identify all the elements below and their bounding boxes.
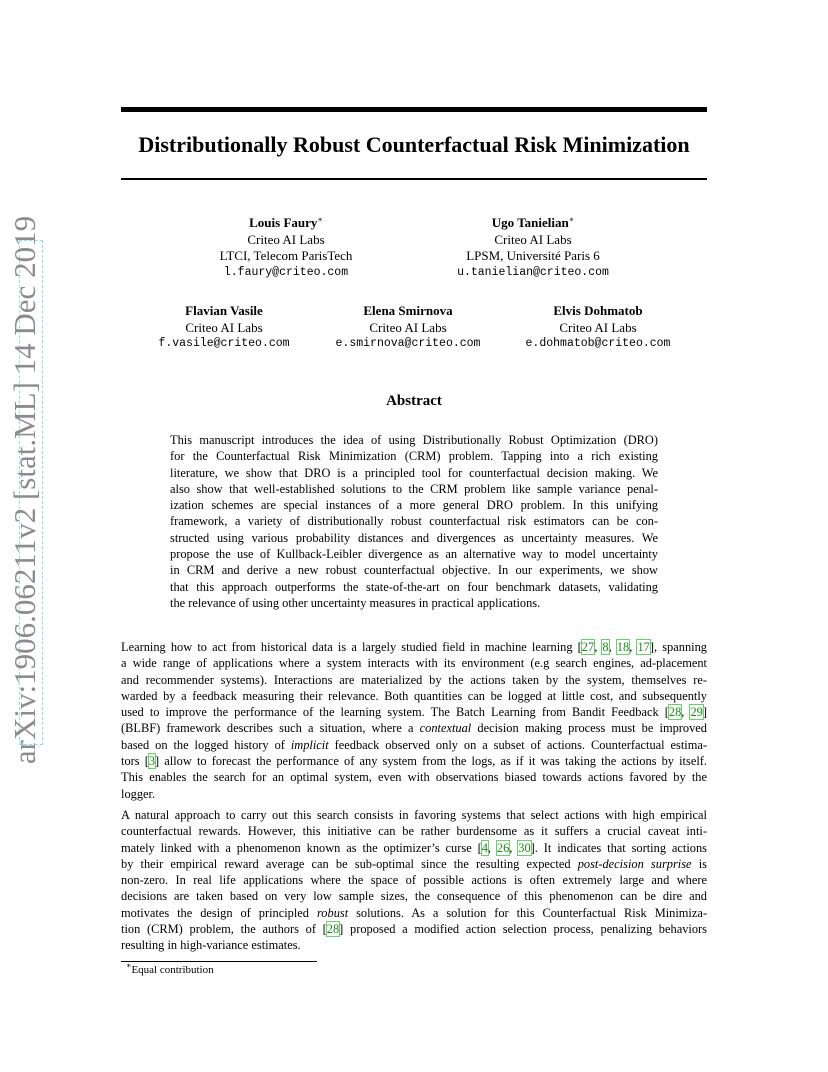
author-affiliation: Criteo AI Labs [559, 319, 637, 335]
body-line: counterfactual rewards. However, this initiative can be rather burdensome as it suffers a crucial caveat inti- [121, 824, 707, 839]
text-run: tors [ [121, 754, 149, 769]
author-email: u.tanielian@criteo.com [457, 265, 609, 279]
body-line: mately linked with a phenomenon known as the optimizer’s curse [4, 26, 30]. It indicates that sorting actions [121, 840, 707, 855]
title-rule-top [121, 107, 707, 112]
author-name: Elvis Dohmatob [553, 303, 643, 318]
author-block-vasile [139, 303, 309, 353]
author-affiliation: Criteo AI Labs [185, 319, 263, 335]
body-line: resulting in high-variance estimates. [121, 938, 301, 953]
text-run: Learning how to act from historical data is a largely studied field in machine learning [ [121, 640, 582, 654]
text-run: ], spanning [649, 640, 707, 654]
text-run: ]. It indicates that sorting actions [530, 840, 707, 855]
abstract-line: for the Counterfactual Risk Minimization (CRM) problem. Tapping into a rich existing [170, 449, 658, 464]
author-affiliation: Criteo AI Labs [247, 231, 325, 247]
text-run: is [691, 856, 707, 871]
author-affiliation: Criteo AI Labs [369, 319, 447, 335]
author-block-smirnova [318, 303, 498, 353]
text-run: tion (CRM) problem, the authors of [ [121, 922, 327, 937]
title-rule-bottom [121, 178, 707, 180]
citation-link[interactable]: 27 [581, 640, 595, 654]
emphasis: contextual [419, 721, 472, 736]
body-paragraph-2 [121, 807, 707, 954]
text-run: feedback observed only on a subset of actions. Counterfactual estima- [328, 737, 707, 752]
text-run: decision making process must be improved [471, 721, 708, 736]
text-run: motivates the design of principled [121, 905, 317, 920]
abstract-line: This manuscript introduces the idea of using Distributionally Robust Optimization (DRO) [170, 433, 658, 447]
emphasis: robust [316, 905, 349, 920]
text-run: used to improve the performance of the learning system. The Batch Learning from Bandit Feedback [ [121, 705, 669, 720]
citation-link[interactable]: 17 [637, 640, 650, 654]
body-line: decisions are taken based on very low sample sizes, the consequence of this phenomenon can be dire and [121, 889, 707, 904]
citation-link[interactable]: 8 [602, 640, 609, 654]
citation-link[interactable]: 30 [518, 840, 531, 855]
abstract-line: literature, we show that DRO is a principled tool for counterfactual decision making. We [170, 465, 658, 480]
abstract-heading: Abstract [386, 393, 442, 409]
body-line: A natural approach to carry out this search consists in favoring systems that select actions with high empirical [121, 808, 707, 822]
text-run: mately linked with a phenomenon known as the optimizer’s curse [ [121, 840, 482, 855]
author-block-faury [196, 215, 376, 281]
footnote-text: Equal contribution [131, 964, 214, 976]
text-run: solutions. As a solution for this Counterfactual Risk Minimiza- [348, 905, 707, 920]
author-block-dohmatob [508, 303, 688, 353]
citation-link[interactable]: 28 [326, 922, 340, 937]
author-affiliation: Criteo AI Labs [494, 231, 572, 247]
citation-link[interactable]: 18 [616, 640, 630, 654]
author-email: l.faury@criteo.com [223, 265, 349, 279]
citation-link[interactable]: 4 [481, 840, 488, 855]
body-line: warded by a feedback measuring their relevance. Both quantities can be logged at little cost, and subsequently [121, 688, 707, 703]
footnote [126, 963, 214, 977]
paper-title: Distributionally Robust Counterfactual Risk Minimization [138, 132, 690, 157]
body-line [121, 856, 707, 872]
footnote-mark: ∗ [126, 961, 132, 970]
body-line [121, 905, 707, 921]
citation-link[interactable]: 3 [148, 754, 156, 769]
emphasis: implicit [290, 737, 329, 752]
body-line: and recommender systems). Interactions are materialized by the actions taken by the system, themselves re- [121, 672, 707, 687]
arxiv-stamp[interactable] [0, 0, 56, 1072]
footnote-marker[interactable]: ∗ [568, 215, 575, 224]
arxiv-stamp-text: arXiv:1906.06211v2 [stat.ML] 14 Dec 2019 [7, 215, 42, 765]
citation-link[interactable]: 28 [668, 705, 682, 720]
body-line: logger. [121, 786, 156, 801]
emphasis: post-decision surprise [577, 856, 692, 871]
body-line: non-zero. In real life applications where the space of possible actions is often extremely large and where [121, 873, 707, 888]
author-affiliation: LPSM, Université Paris 6 [466, 248, 600, 263]
citation-link[interactable]: 29 [690, 705, 703, 720]
author-name: Louis Faury [249, 215, 318, 230]
text-run: ] [702, 705, 707, 720]
author-affiliation: LTCI, Telecom ParisTech [219, 248, 353, 263]
body-line: Learning how to act from historical data is a largely studied field in machine learning [27, 8, 18, 17], spanning [121, 640, 707, 654]
body-line: This enables the search for an optimal system, even with observations biased towards actions favored by the [121, 770, 707, 785]
footnote-marker[interactable]: ∗ [317, 215, 323, 224]
footnote-rule [121, 961, 317, 962]
body-line [121, 921, 707, 937]
author-name: Ugo Tanielian [491, 215, 569, 230]
body-line [121, 753, 707, 769]
text-run: (BLBF) framework describes such a situation, where a [121, 721, 420, 736]
abstract-line: that this approach outperforms the state-of-the-art on four benchmark datasets, validating [170, 579, 658, 594]
author-name: Flavian Vasile [185, 303, 263, 318]
abstract-text [170, 432, 658, 611]
abstract-line: the relevance of using other uncertainty measures in practical applications. [170, 595, 541, 610]
body-paragraph-1 [121, 639, 707, 802]
body-line: a wide range of applications where a system interacts with its environment (e.g search engines, ad-placement [121, 656, 707, 671]
body-line: used to improve the performance of the learning system. The Batch Learning from Bandit Feedback [28, 29] [121, 705, 707, 720]
abstract-line: in CRM and derive a new robust counterfactual objective. In our experiments, we show [170, 563, 658, 578]
text-run: ] allow to forecast the performance of any system from the logs, as if it was taking the actions by itself. [155, 754, 707, 769]
text-run: by their empirical reward average can be sub-optimal since the resulting expected [121, 856, 578, 871]
author-name: Elena Smirnova [363, 303, 453, 318]
abstract-line: framework, a variety of distributionally robust counterfactual risk estimators can be con- [170, 514, 658, 529]
citation-link[interactable]: 26 [496, 840, 510, 855]
author-email: e.dohmatob@criteo.com [525, 337, 671, 350]
abstract-line: also show that well-established solutions to the CRM problem like sample variance penal- [170, 481, 658, 496]
author-block-tanielian [443, 215, 623, 281]
body-line [121, 720, 707, 736]
abstract-line: ization schemes are special instances of a more general DRO problem. In this unifying [170, 498, 658, 513]
abstract-line: structed using various probability distances and divergences as uncertainty measures. We [170, 530, 658, 545]
author-email: e.smirnova@criteo.com [335, 337, 481, 350]
text-run: ] proposed a modified action selection process, penalizing behaviors [339, 922, 707, 937]
abstract-line: propose the use of Kullback-Leibler divergence as an alternative way to model uncertainty [170, 547, 658, 562]
text-run: based on the logged history of [121, 737, 291, 752]
author-email: f.vasile@criteo.com [158, 337, 290, 350]
body-line [121, 737, 707, 753]
